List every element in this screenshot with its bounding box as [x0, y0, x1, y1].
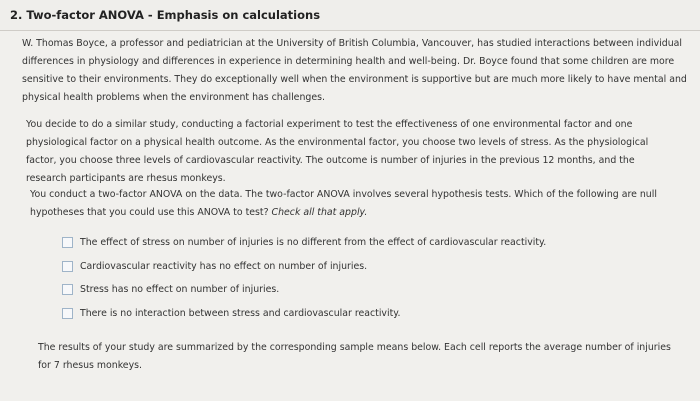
question-instruction: Check all that apply. [271, 207, 368, 218]
question-prompt-text: You conduct a two-factor ANOVA on the data. The two-factor ANOVA involves several hypothesis tests. Which of the following are null hypotheses that you could use this ANOVA to test? [30, 189, 657, 218]
checkbox[interactable] [62, 308, 73, 319]
checkbox[interactable] [62, 284, 73, 295]
question-title: 2. Two-factor ANOVA - Emphasis on calculations [10, 8, 321, 22]
option-stress-vs-reactivity[interactable] [62, 231, 546, 255]
checkbox[interactable] [62, 261, 73, 272]
option-no-interaction[interactable] [62, 302, 546, 326]
option-stress-no-effect[interactable] [62, 278, 546, 302]
question-content [0, 31, 700, 401]
question-header [0, 0, 700, 31]
option-reactivity-no-effect[interactable] [62, 255, 546, 279]
checkbox[interactable] [62, 237, 73, 248]
option-label: Cardiovascular reactivity has no effect on number of injuries. [80, 260, 368, 272]
answer-options [62, 231, 546, 325]
question-prompt [30, 186, 680, 222]
intro-paragraph-1: W. Thomas Boyce, a professor and pediatrician at the University of British Columbia, Vancouver, has studied interactions between individual differences in physiology and differences in experience in determining health and well-being. Dr. Boyce found that some children are more sensitive to their environments. They do exceptionally well when the environment is supportive but are much more likely to have mental and physical health problems when the environment has challenges. [22, 38, 687, 103]
results-paragraph: The results of your study are summarized by the corresponding sample means below. Each cell reports the average number of injuries for 7 rhesus monkeys. [38, 342, 671, 371]
option-label: Stress has no effect on number of injuries. [80, 284, 280, 296]
intro-paragraph-2: You decide to do a similar study, conducting a factorial experiment to test the effectiveness of one environmental factor and one physiological factor on a physical health outcome. As the environmental factor, you choose two levels of stress. As the physiological factor, you choose three levels of cardiovascular reactivity. The outcome is number of injuries in the previous 12 months, and the research participants are rhesus monkeys. [26, 119, 649, 184]
option-label: The effect of stress on number of injuries is no different from the effect of cardiovascular reactivity. [80, 237, 547, 249]
option-label: There is no interaction between stress and cardiovascular reactivity. [80, 307, 401, 319]
